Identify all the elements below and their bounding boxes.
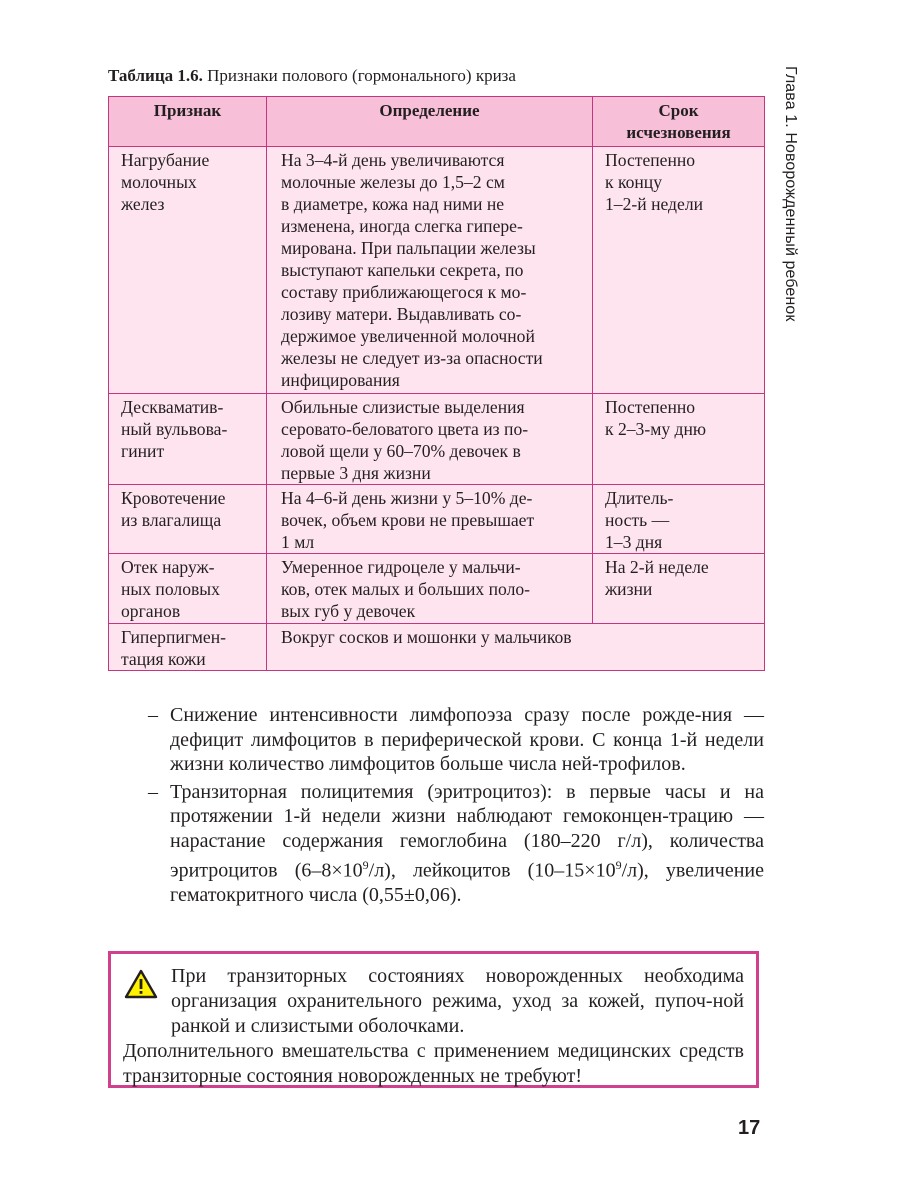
cell-sign: Гиперпигмен- тация кожи [109,624,267,671]
table-header-row [109,97,765,147]
table-caption-title: Признаки полового (гормонального) криза [207,66,516,85]
cell-sign: Кровотечение из влагалища [109,485,267,554]
note-text-2: Дополнительного вмешательства с применением медицинских средств транзиторные состояния новорожденных не требуют! [123,1040,744,1087]
header-definition: Определение [267,97,593,147]
dash-marker: – [148,780,158,803]
bullet-text: Снижение интенсивности лимфопоэза сразу после рожде-ния — дефицит лимфоцитов в периферической крови. С конца 1-й недели жизни количество лимфоцитов больше числа ней-трофилов. [170,704,764,775]
hormonal-crisis-table [108,96,765,671]
list-item [148,780,764,908]
cell-sign: Отек наруж- ных половых органов [109,554,267,624]
table-row [109,394,765,485]
header-period: Срок исчезновения [593,97,765,147]
cell-period: Постепенно к концу 1–2-й недели [593,147,765,394]
cell-period: Постепенно к 2–3-му дню [593,394,765,485]
cell-definition: Вокруг сосков и мошонки у мальчиков [267,624,765,671]
bullet-list [148,703,764,911]
table-row [109,147,765,394]
cell-definition: На 3–4-й день увеличиваются молочные железы до 1,5–2 см в диаметре, кожа над ними не изменена, иногда слегка гипере- мирована. При пальпации железы выступают капельки секрета, по составу приближающегося к мо- лозиву матери. Выдавливать со- держимое увеличенной молочной железы не следует из-за опасности инфицирования [267,147,593,394]
cell-definition: На 4–6-й день жизни у 5–10% де- вочек, объем крови не превышает 1 мл [267,485,593,554]
note-text-1: При транзиторных состояниях новорожденных необходима организация охранительного режима, уход за кожей, пупоч-ной ранкой и слизистыми оболочками. [171,965,744,1037]
bullet-text-part: Транзиторная полицитемия (эритроцитоз): в первые часы и на протяжении 1-й недели жизни наблюдают гемоконцен-трацию — нарастание содержания гемоглобина (180–220 г/л), количества эритроцитов (6–8×10 [170,780,764,882]
cell-definition: Обильные слизистые выделения серовато-беловатого цвета из по- ловой щели у 60–70% девочек в первые 3 дня жизни [267,394,593,485]
header-sign: Признак [109,97,267,147]
cell-definition: Умеренное гидроцеле у мальчи- ков, отек малых и больших поло- вых губ у девочек [267,554,593,624]
cell-period: Длитель- ность — 1–3 дня [593,485,765,554]
chapter-side-tab: Глава 1. Новорожденный ребенок [782,66,799,322]
warning-note [108,951,759,1088]
table-caption-label: Таблица 1.6. [108,66,203,85]
warning-triangle-icon [123,968,159,1000]
list-item [148,703,764,777]
table-caption [108,66,516,86]
cell-sign: Нагрубание молочных желез [109,147,267,394]
table-row [109,624,765,671]
bullet-text-part: /л), увеличение гематокритного числа (0,55±0,06). [170,859,764,907]
table-row [109,485,765,554]
page-number: 17 [738,1117,761,1139]
dash-marker: – [148,704,158,726]
bullet-text-part: /л), лейкоцитов (10–15×10 [368,859,616,882]
cell-period: На 2-й неделе жизни [593,554,765,624]
superscript: 9 [362,858,369,872]
table-row [109,554,765,624]
superscript: 9 [615,858,622,872]
cell-sign: Дескваматив- ный вульвова- гинит [109,394,267,485]
